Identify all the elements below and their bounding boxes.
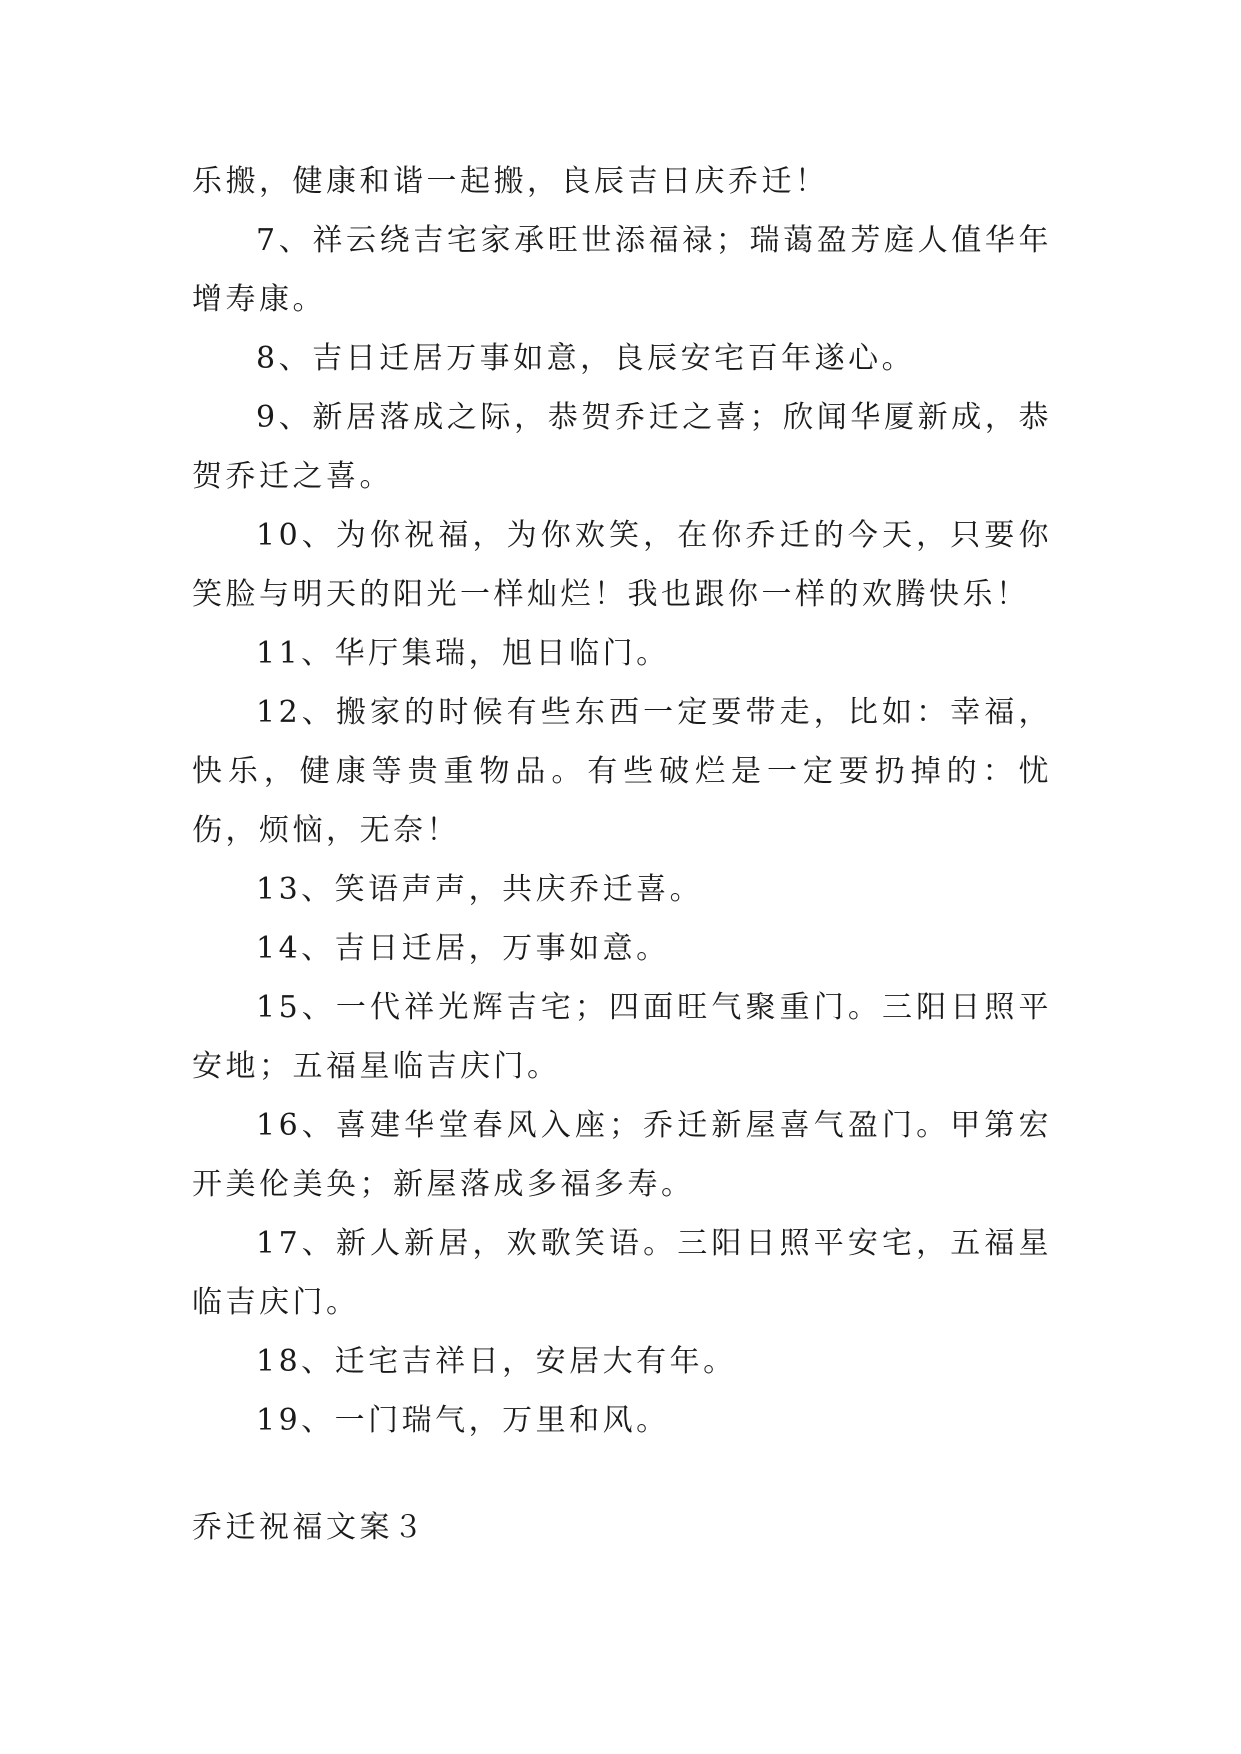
- list-item: 10、为你祝福，为你欢笑，在你乔迁的今天，只要你笑脸与明天的阳光一样灿烂！我也跟你一样的欢腾快乐！: [192, 518, 1052, 612]
- document-body: [192, 152, 1052, 1450]
- list-item: 13、笑语声声，共庆乔迁喜。: [256, 872, 704, 907]
- list-item: 11、华厅集瑞，旭日临门。: [256, 636, 670, 671]
- section-title: 乔迁祝福文案３: [192, 1510, 427, 1545]
- list-item: 12、搬家的时候有些东西一定要带走，比如：幸福，快乐，健康等贵重物品。有些破烂是一定要扔掉的：忧伤，烦恼，无奈！: [192, 695, 1052, 848]
- paragraph-continuation: 乐搬，健康和谐一起搬，良辰吉日庆乔迁！: [192, 164, 829, 199]
- list-item: 15、一代祥光辉吉宅；四面旺气聚重门。三阳日照平安地；五福星临吉庆门。: [192, 990, 1052, 1084]
- list-item: 16、喜建华堂春风入座；乔迁新屋喜气盈门。甲第宏开美伦美奂；新屋落成多福多寿。: [192, 1108, 1052, 1202]
- list-item: 14、吉日迁居，万事如意。: [256, 931, 670, 966]
- list-item: 7、祥云绕吉宅家承旺世添福禄；瑞蔼盈芳庭人值华年增寿康。: [192, 223, 1052, 317]
- list-item: 19、一门瑞气，万里和风。: [256, 1403, 670, 1438]
- list-item: 18、迁宅吉祥日，安居大有年。: [256, 1344, 737, 1379]
- list-item: 17、新人新居，欢歌笑语。三阳日照平安宅，五福星临吉庆门。: [192, 1226, 1052, 1320]
- list-item: 9、新居落成之际，恭贺乔迁之喜；欣闻华厦新成，恭贺乔迁之喜。: [192, 400, 1052, 494]
- list-item: 8、吉日迁居万事如意，良辰安宅百年遂心。: [256, 341, 916, 376]
